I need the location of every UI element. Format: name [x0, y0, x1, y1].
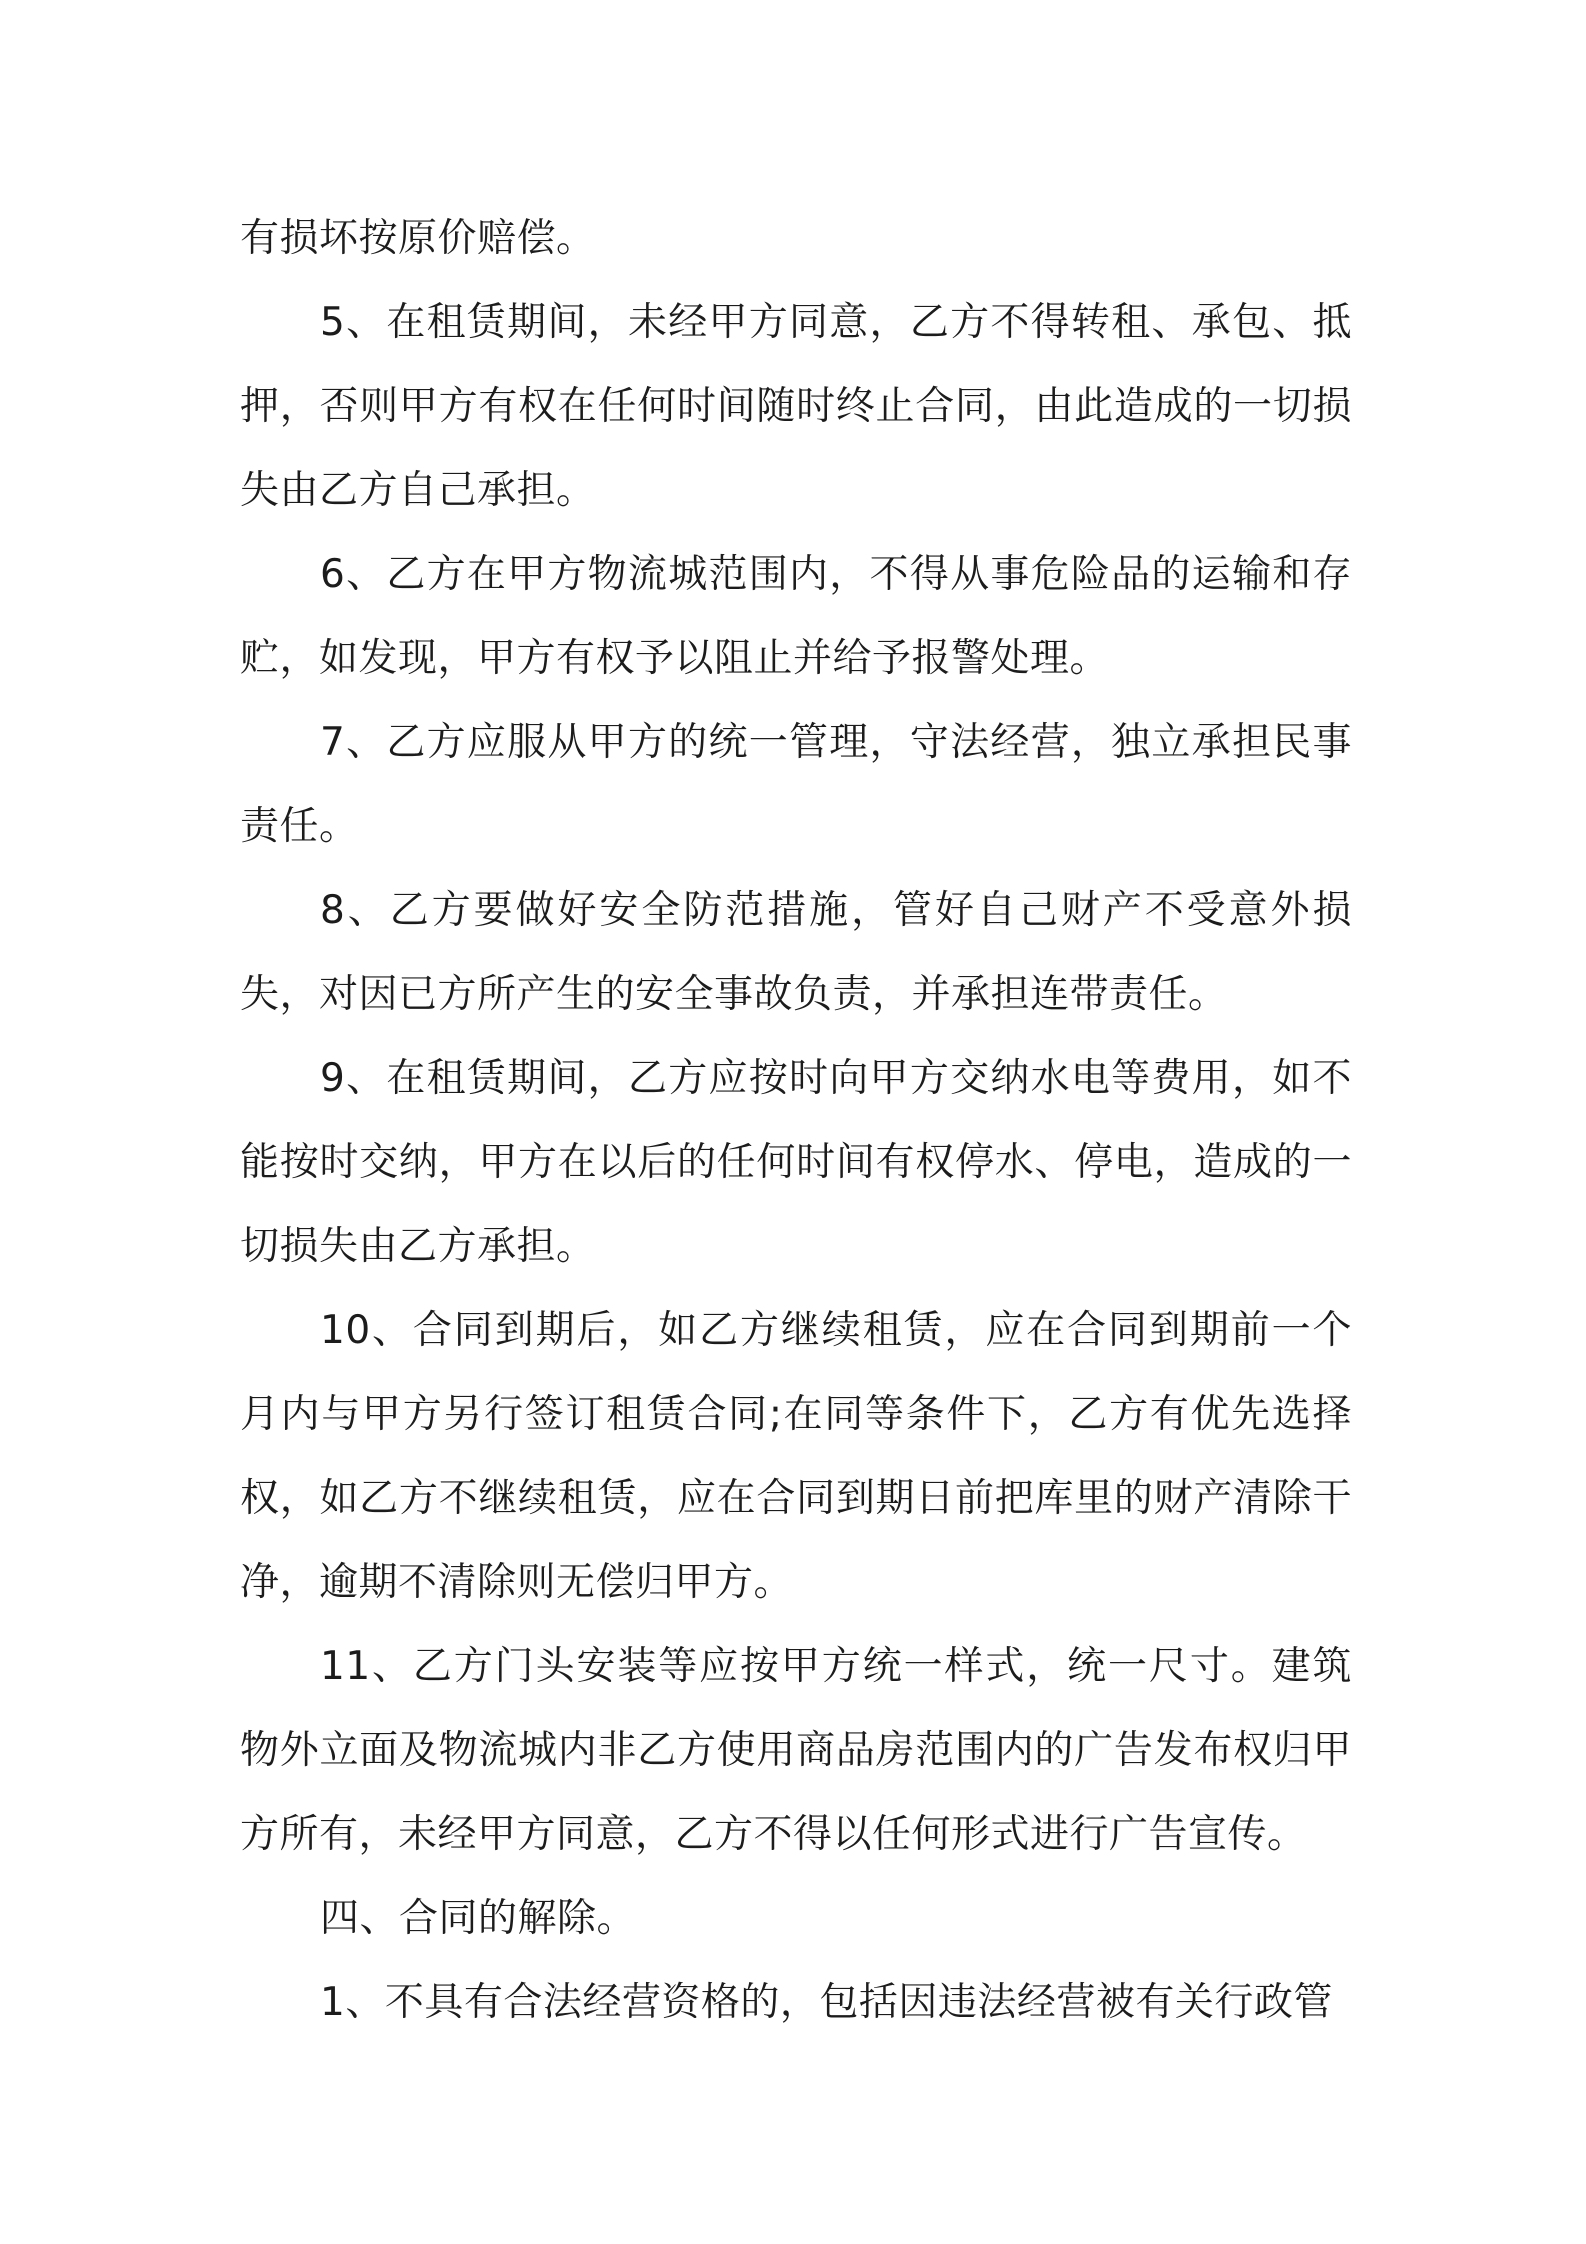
- paragraph-termination-clause-1: 1、不具有合法经营资格的，包括因违法经营被有关行政管: [320, 1980, 1333, 2025]
- contract-text-body: [240, 197, 1352, 2045]
- paragraph-clause-10-renewal: 10、合同到期后，如乙方继续租赁，应在合同到期前一个月内与甲方另行签订租赁合同;在同等条件下，乙方有优先选择权，如乙方不继续租赁，应在合同到期日前把库里的财产清除干净，逾期不清除则无偿归甲方。: [240, 1308, 1352, 1605]
- paragraph-clause-6-hazardous-goods: 6、乙方在甲方物流城范围内，不得从事危险品的运输和存贮，如发现，甲方有权予以阻止并给予报警处理。: [240, 552, 1352, 681]
- paragraph-clause-8-safety: 8、乙方要做好安全防范措施，管好自己财产不受意外损失，对因已方所产生的安全事故负责，并承担连带责任。: [240, 888, 1352, 1017]
- paragraph-clause-9-utilities: 9、在租赁期间，乙方应按时向甲方交纳水电等费用，如不能按时交纳，甲方在以后的任何时间有权停水、停电，造成的一切损失由乙方承担。: [240, 1056, 1352, 1269]
- paragraph-continuation-compensation: 有损坏按原价赔偿。: [240, 216, 596, 261]
- paragraph-clause-7-management: 7、乙方应服从甲方的统一管理，守法经营，独立承担民事责任。: [240, 720, 1352, 849]
- section-heading-termination: 四、合同的解除。: [320, 1896, 637, 1941]
- paragraph-clause-11-signage: 11、乙方门头安装等应按甲方统一样式，统一尺寸。建筑物外立面及物流城内非乙方使用商品房范围内的广告发布权归甲方所有，未经甲方同意，乙方不得以任何形式进行广告宣传。: [240, 1644, 1352, 1857]
- paragraph-clause-5-sublease: 5、在租赁期间，未经甲方同意，乙方不得转租、承包、抵押，否则甲方有权在任何时间随时终止合同，由此造成的一切损失由乙方自己承担。: [240, 300, 1352, 513]
